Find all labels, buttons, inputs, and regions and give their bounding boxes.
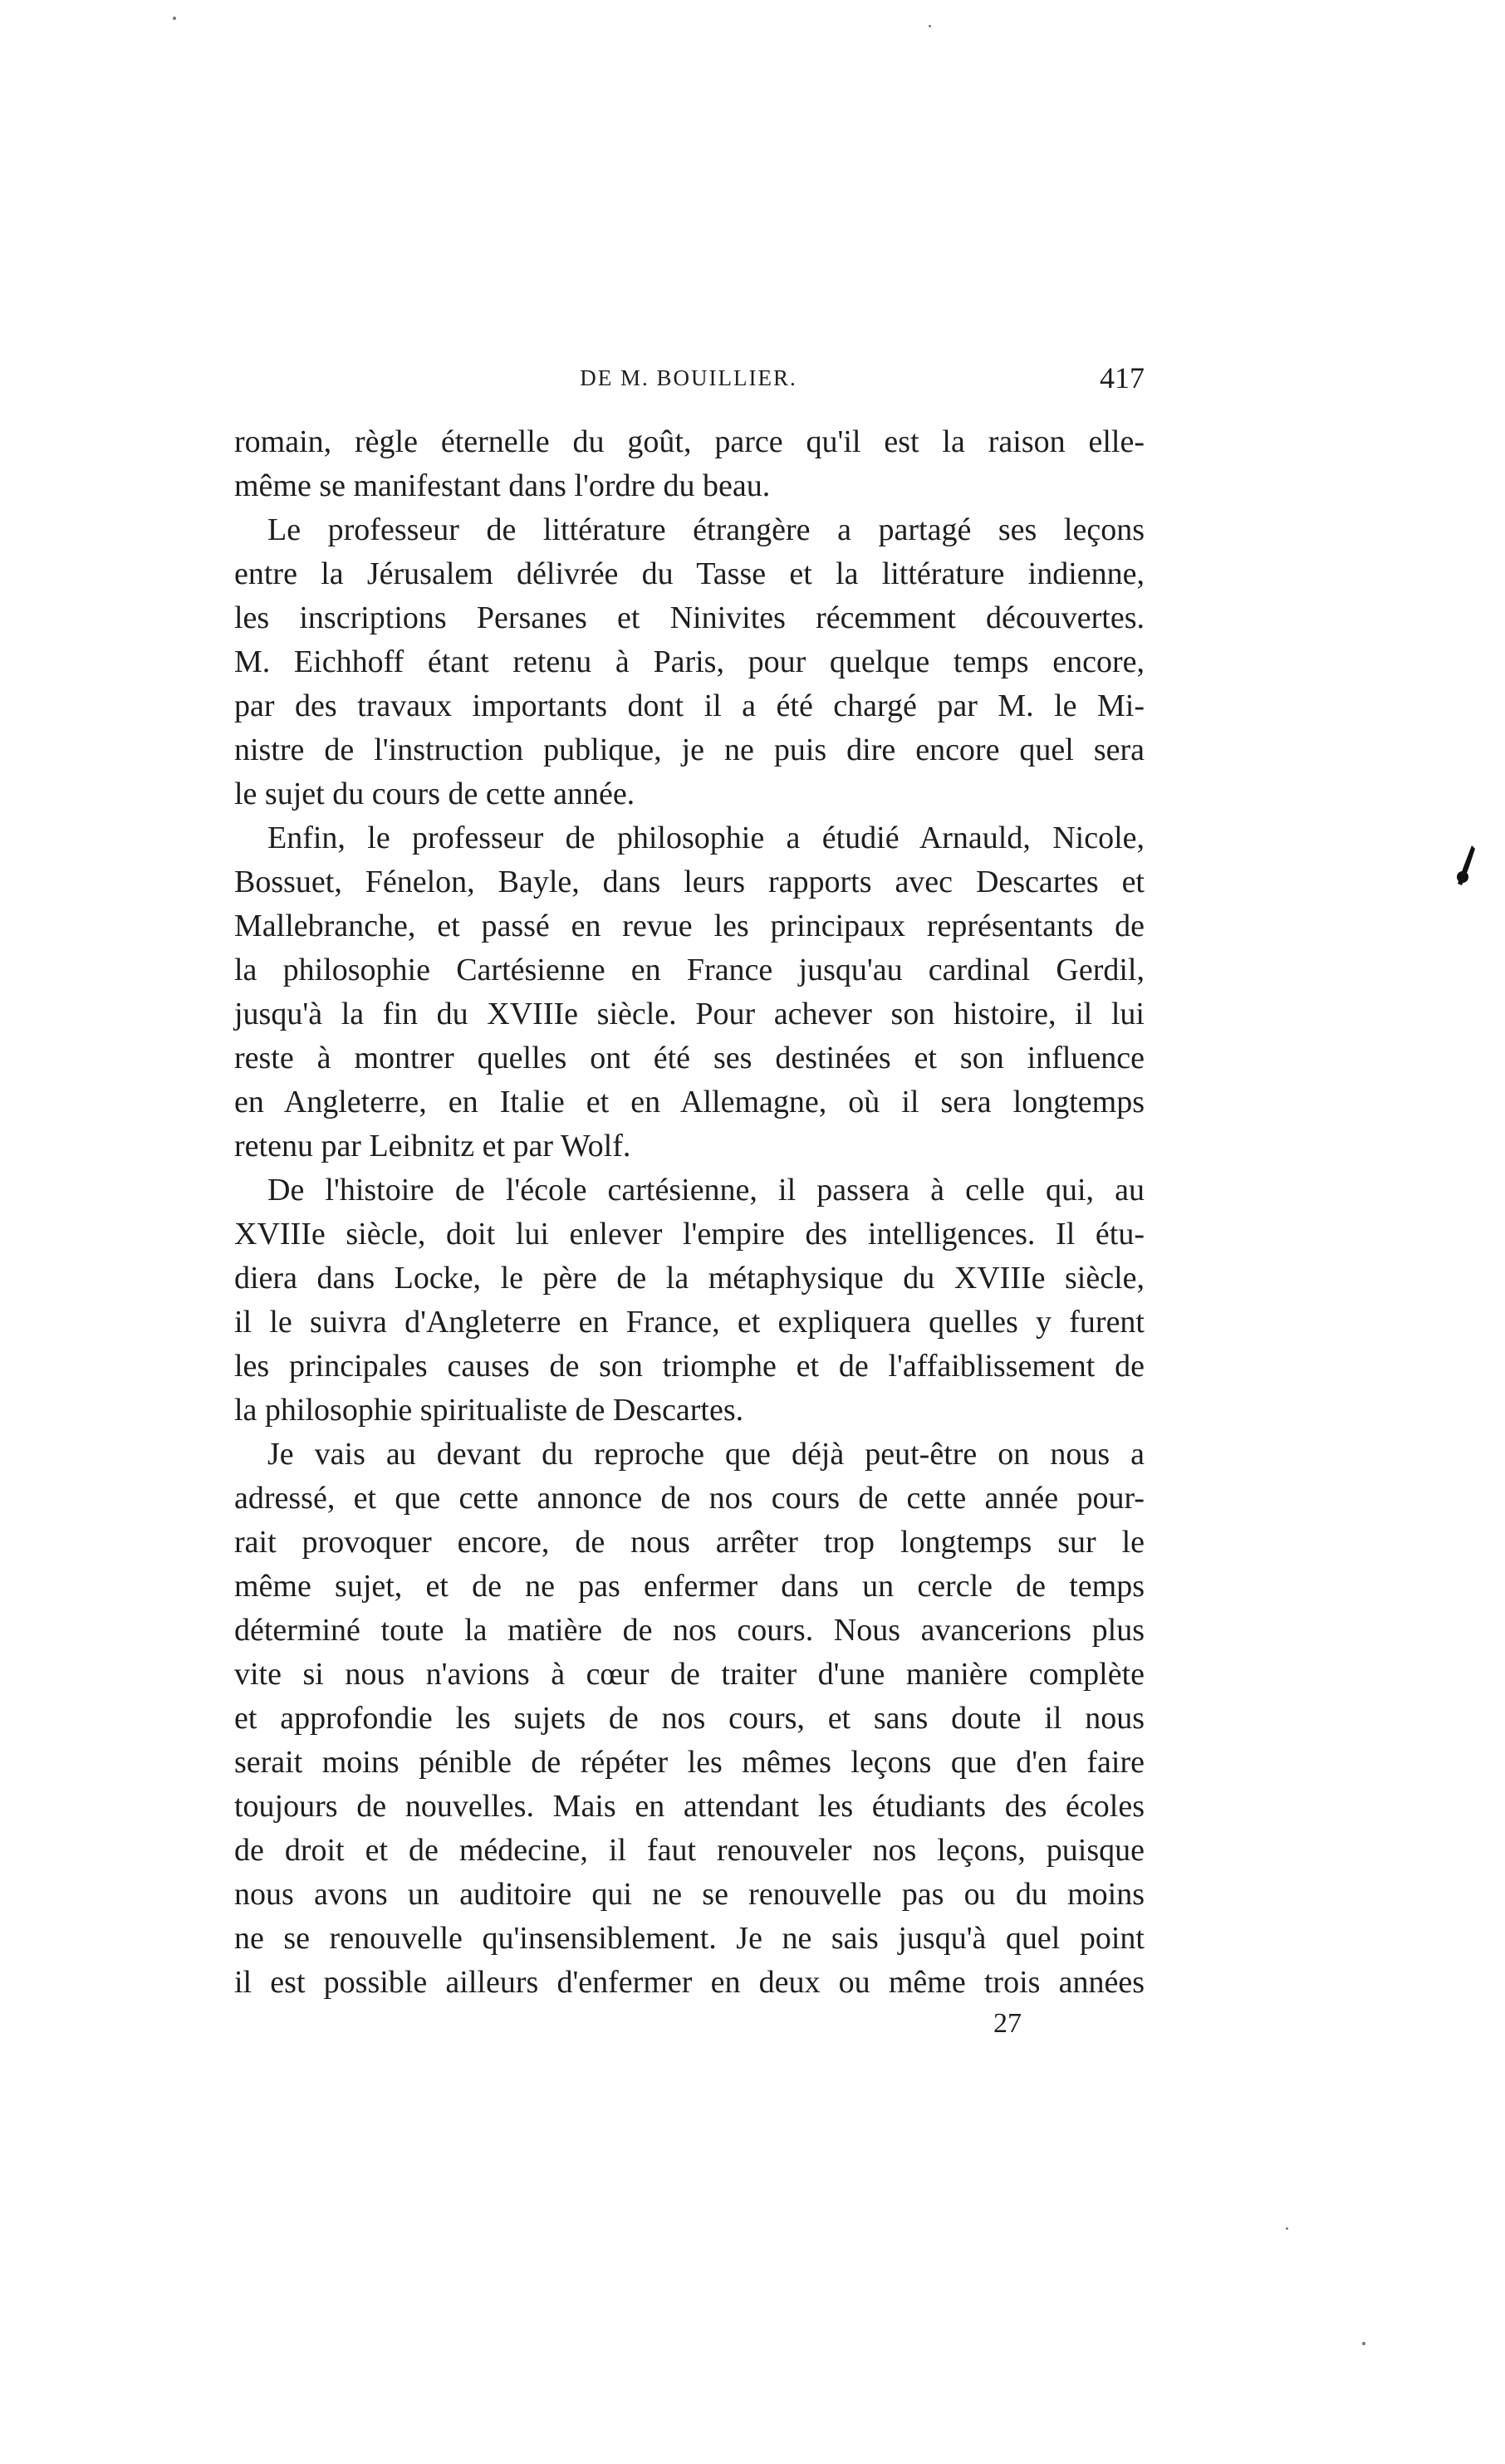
paper-speck — [929, 25, 931, 27]
text-line: Le professeur de littérature étrangère a partagé ses leçons — [267, 512, 1145, 547]
text-line: le sujet du cours de cette année. — [234, 776, 635, 811]
body-text — [234, 420, 1145, 2005]
text-line: romain, règle éternelle du goût, parce qu'il est la raison elle- — [234, 424, 1145, 459]
text-line: nistre de l'instruction publique, je ne puis dire encore quel sera — [234, 732, 1145, 767]
text-line: la philosophie Cartésienne en France jusqu'au cardinal Gerdil, — [234, 953, 1145, 987]
text-line: par des travaux importants dont il a été chargé par M. le Mi- — [234, 688, 1145, 723]
text-line: toujours de nouvelles. Mais en attendant les étudiants des écoles — [234, 1789, 1145, 1824]
text-line: même se manifestant dans l'ordre du beau. — [234, 468, 771, 503]
text-line: adressé, et que cette annonce de nos cours de cette année pour- — [234, 1481, 1145, 1516]
text-line: M. Eichhoff étant retenu à Paris, pour quelque temps encore, — [234, 644, 1145, 679]
text-line: la philosophie spiritualiste de Descartes. — [234, 1393, 744, 1428]
text-line: XVIIIe siècle, doit lui enlever l'empire des intelligences. Il étu- — [234, 1217, 1145, 1252]
text-line: il le suivra d'Angleterre en France, et expliquera quelles y furent — [234, 1305, 1145, 1340]
running-head — [233, 361, 1145, 405]
text-line: Bossuet, Fénelon, Bayle, dans leurs rapports avec Descartes et — [234, 865, 1145, 899]
text-line: et approfondie les sujets de nos cours, et sans doute il nous — [234, 1701, 1145, 1736]
text-line: retenu par Leibnitz et par Wolf. — [234, 1129, 631, 1163]
page-number: 417 — [1100, 361, 1145, 394]
text-line: même sujet, et de ne pas enfermer dans un cercle de temps — [234, 1569, 1145, 1604]
paper-speck — [1362, 2342, 1365, 2345]
text-line: les principales causes de son triomphe et de l'affaiblissement de — [234, 1349, 1145, 1384]
text-line: rait provoquer encore, de nous arrêter trop longtemps sur le — [234, 1525, 1145, 1560]
text-line: Je vais au devant du reproche que déjà peut-être on nous a — [267, 1437, 1145, 1472]
printer-signature-mark: 27 — [993, 2008, 1022, 2039]
paper-speck — [1286, 2227, 1288, 2230]
text-line: il est possible ailleurs d'enfermer en deux ou même trois années — [234, 1965, 1145, 2000]
text-line: de droit et de médecine, il faut renouveler nos leçons, puisque — [234, 1833, 1145, 1868]
text-line: De l'histoire de l'école cartésienne, il passera à celle qui, au — [267, 1173, 1145, 1208]
text-line: Mallebranche, et passé en revue les principaux représentants de — [234, 909, 1145, 943]
text-line: jusqu'à la fin du XVIIIe siècle. Pour achever son histoire, il lui — [234, 997, 1145, 1031]
text-line: en Angleterre, en Italie et en Allemagne, où il sera longtemps — [234, 1085, 1145, 1119]
ink-blot-mark — [1455, 844, 1477, 887]
text-line: nous avons un auditoire qui ne se renouvelle pas ou du moins — [234, 1877, 1145, 1912]
text-line: entre la Jérusalem délivrée du Tasse et la littérature indienne, — [234, 556, 1145, 591]
running-head-title: DE M. BOUILLIER. — [580, 365, 797, 390]
paper-speck — [173, 17, 176, 20]
text-line: Enfin, le professeur de philosophie a étudié Arnauld, Nicole, — [267, 821, 1145, 855]
text-line: déterminé toute la matière de nos cours. Nous avancerions plus — [234, 1613, 1145, 1648]
text-line: reste à montrer quelles ont été ses destinées et son influence — [234, 1041, 1145, 1075]
text-line: serait moins pénible de répéter les mêmes leçons que d'en faire — [234, 1745, 1145, 1780]
text-line: ne se renouvelle qu'insensiblement. Je ne sais jusqu'à quel point — [234, 1921, 1145, 1956]
text-line: diera dans Locke, le père de la métaphysique du XVIIIe siècle, — [234, 1261, 1145, 1296]
text-line: vite si nous n'avions à cœur de traiter d'une manière complète — [234, 1657, 1145, 1692]
text-line: les inscriptions Persanes et Ninivites récemment découvertes. — [234, 600, 1145, 635]
